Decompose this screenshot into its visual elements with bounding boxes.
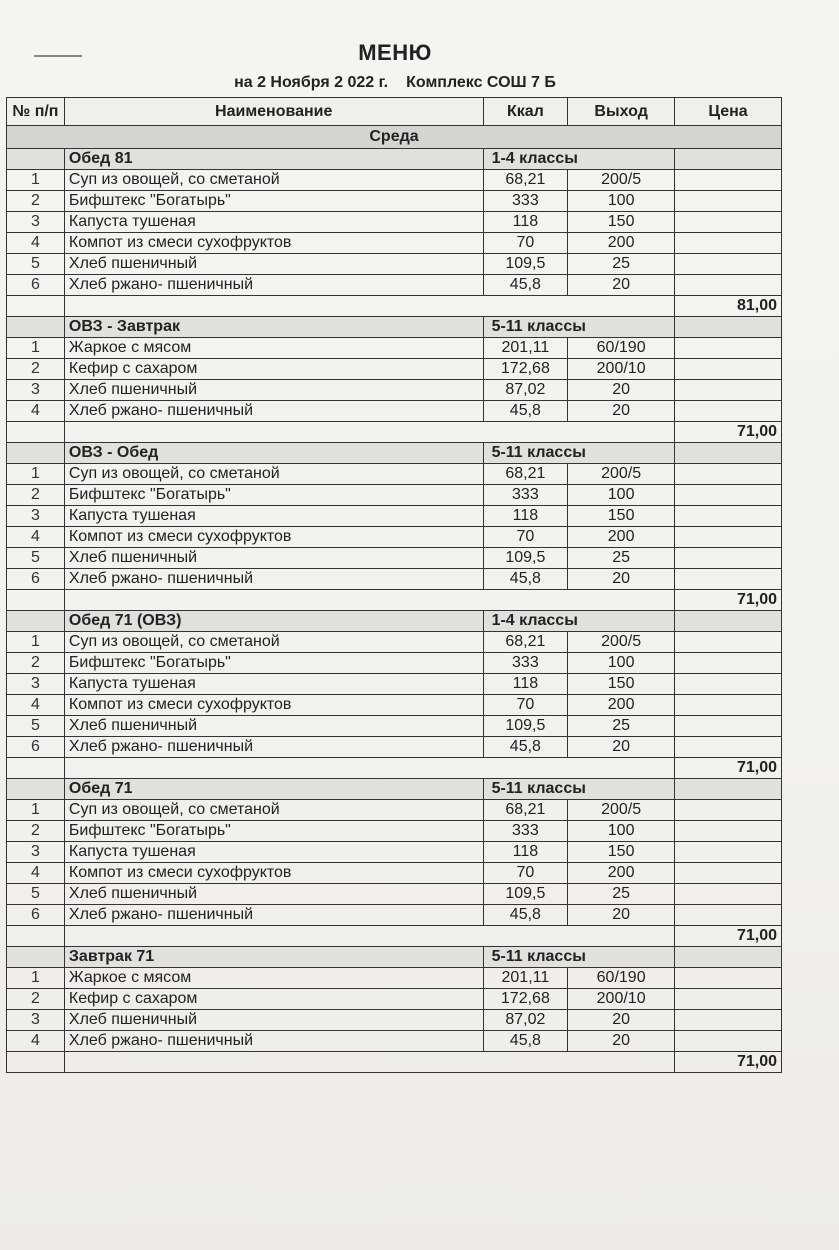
table-row [7,233,782,254]
table-row [7,1010,782,1031]
item-output: 200 [568,527,675,548]
item-price [675,1010,782,1031]
section-total: 81,00 [675,296,782,317]
item-name: Бифштекс "Богатырь" [64,191,483,212]
section-classes: 5-11 классы [483,947,675,968]
item-name: Компот из смеси сухофруктов [64,527,483,548]
item-num: 4 [7,401,65,422]
item-num: 3 [7,674,65,695]
table-row [7,653,782,674]
day-label: Среда [7,126,782,149]
item-num: 5 [7,884,65,905]
item-price [675,800,782,821]
section-num-cell [7,611,65,632]
item-output: 20 [568,401,675,422]
item-num: 4 [7,527,65,548]
section-num-cell [7,317,65,338]
section-total-row [7,1052,782,1073]
item-price [675,737,782,758]
section-total-row [7,296,782,317]
section-header-row [7,947,782,968]
item-kcal: 70 [483,527,568,548]
item-name: Хлеб ржано- пшеничный [64,905,483,926]
item-price [675,401,782,422]
header-kcal: Ккал [483,98,568,126]
table-row [7,527,782,548]
item-num: 3 [7,1010,65,1031]
item-price [675,548,782,569]
item-output: 25 [568,548,675,569]
item-kcal: 45,8 [483,1031,568,1052]
item-output: 200/10 [568,359,675,380]
item-name: Хлеб ржано- пшеничный [64,1031,483,1052]
item-price [675,1031,782,1052]
item-output: 20 [568,1010,675,1031]
table-row [7,464,782,485]
item-num: 3 [7,842,65,863]
item-output: 100 [568,821,675,842]
item-kcal: 333 [483,191,568,212]
item-name: Хлеб пшеничный [64,548,483,569]
item-output: 100 [568,653,675,674]
item-kcal: 333 [483,653,568,674]
item-kcal: 172,68 [483,359,568,380]
item-output: 200/5 [568,170,675,191]
section-total: 71,00 [675,1052,782,1073]
section-classes: 5-11 классы [483,443,675,464]
page-title: МЕНЮ [358,40,432,65]
item-num: 4 [7,1031,65,1052]
table-row [7,359,782,380]
item-output: 200/5 [568,800,675,821]
section-price-cell [675,443,782,464]
item-num: 1 [7,464,65,485]
item-kcal: 45,8 [483,275,568,296]
item-kcal: 45,8 [483,401,568,422]
table-row [7,968,782,989]
item-name: Суп из овощей, со сметаной [64,800,483,821]
section-total-row [7,590,782,611]
item-num: 3 [7,506,65,527]
item-name: Хлеб ржано- пшеничный [64,569,483,590]
item-output: 200/10 [568,989,675,1010]
item-price [675,191,782,212]
item-price [675,884,782,905]
section-total-row [7,926,782,947]
item-kcal: 333 [483,821,568,842]
section-classes: 5-11 классы [483,779,675,800]
item-price [675,905,782,926]
item-kcal: 109,5 [483,548,568,569]
item-output: 200 [568,695,675,716]
total-num-cell [7,422,65,443]
menu-table [6,97,782,1073]
item-num: 4 [7,233,65,254]
total-spacer-cell [64,296,674,317]
item-output: 200/5 [568,632,675,653]
day-row [7,126,782,149]
section-title: Обед 71 (ОВЗ) [64,611,483,632]
item-price [675,380,782,401]
item-num: 5 [7,716,65,737]
item-name: Бифштекс "Богатырь" [64,821,483,842]
section-total: 71,00 [675,926,782,947]
table-row [7,170,782,191]
section-classes: 5-11 классы [483,317,675,338]
item-num: 1 [7,170,65,191]
item-price [675,632,782,653]
item-kcal: 87,02 [483,380,568,401]
item-num: 1 [7,632,65,653]
item-kcal: 70 [483,695,568,716]
header-name: Наименование [64,98,483,126]
section-header-row [7,149,782,170]
table-row [7,275,782,296]
section-price-cell [675,149,782,170]
item-output: 25 [568,254,675,275]
item-name: Кефир с сахаром [64,359,483,380]
item-name: Капуста тушеная [64,506,483,527]
item-output: 150 [568,674,675,695]
table-row [7,674,782,695]
total-spacer-cell [64,422,674,443]
item-name: Компот из смеси сухофруктов [64,695,483,716]
table-row [7,485,782,506]
item-name: Хлеб пшеничный [64,716,483,737]
item-num: 1 [7,968,65,989]
item-num: 5 [7,548,65,569]
table-row [7,821,782,842]
section-num-cell [7,443,65,464]
total-num-cell [7,926,65,947]
item-name: Бифштекс "Богатырь" [64,485,483,506]
item-name: Жаркое с мясом [64,968,483,989]
item-kcal: 68,21 [483,632,568,653]
item-kcal: 118 [483,506,568,527]
item-num: 2 [7,191,65,212]
item-price [675,170,782,191]
item-name: Компот из смеси сухофруктов [64,863,483,884]
item-num: 2 [7,485,65,506]
item-output: 100 [568,191,675,212]
table-row [7,191,782,212]
item-price [675,863,782,884]
section-price-cell [675,779,782,800]
item-num: 3 [7,212,65,233]
item-price [675,842,782,863]
section-header-row [7,443,782,464]
item-price [675,989,782,1010]
item-name: Капуста тушеная [64,212,483,233]
section-price-cell [675,317,782,338]
item-output: 20 [568,905,675,926]
item-price [675,275,782,296]
section-title: Завтрак 71 [64,947,483,968]
item-output: 200/5 [568,464,675,485]
item-name: Жаркое с мясом [64,338,483,359]
item-output: 60/190 [568,338,675,359]
section-title: Обед 81 [64,149,483,170]
item-num: 6 [7,905,65,926]
item-output: 20 [568,1031,675,1052]
item-output: 20 [568,737,675,758]
item-name: Кефир с сахаром [64,989,483,1010]
page-subtitle [0,74,790,92]
item-price [675,359,782,380]
item-output: 200 [568,863,675,884]
item-price [675,506,782,527]
total-spacer-cell [64,758,674,779]
item-kcal: 70 [483,233,568,254]
item-price [675,653,782,674]
item-num: 4 [7,695,65,716]
header-price: Цена [675,98,782,126]
item-price [675,968,782,989]
total-spacer-cell [64,926,674,947]
section-num-cell [7,149,65,170]
item-name: Бифштекс "Богатырь" [64,653,483,674]
table-row [7,380,782,401]
section-classes: 1-4 классы [483,611,675,632]
item-kcal: 118 [483,212,568,233]
item-output: 150 [568,506,675,527]
item-kcal: 45,8 [483,569,568,590]
section-price-cell [675,947,782,968]
item-num: 2 [7,359,65,380]
total-spacer-cell [64,1052,674,1073]
table-row [7,905,782,926]
item-num: 2 [7,821,65,842]
item-output: 150 [568,842,675,863]
table-row [7,695,782,716]
table-row [7,716,782,737]
item-kcal: 109,5 [483,884,568,905]
item-output: 150 [568,212,675,233]
section-total-row [7,758,782,779]
item-kcal: 201,11 [483,968,568,989]
item-output: 200 [568,233,675,254]
table-row [7,863,782,884]
item-kcal: 118 [483,674,568,695]
item-name: Капуста тушеная [64,842,483,863]
item-num: 2 [7,989,65,1010]
item-kcal: 68,21 [483,170,568,191]
item-price [675,233,782,254]
section-num-cell [7,779,65,800]
table-row [7,842,782,863]
total-num-cell [7,1052,65,1073]
table-row [7,569,782,590]
item-name: Суп из овощей, со сметаной [64,632,483,653]
item-kcal: 45,8 [483,905,568,926]
item-price [675,338,782,359]
item-kcal: 109,5 [483,254,568,275]
table-row [7,548,782,569]
item-kcal: 118 [483,842,568,863]
table-header-row [7,98,782,126]
item-name: Хлеб пшеничный [64,380,483,401]
section-total-row [7,422,782,443]
total-num-cell [7,296,65,317]
table-row [7,506,782,527]
item-num: 6 [7,737,65,758]
item-kcal: 70 [483,863,568,884]
section-price-cell [675,611,782,632]
section-header-row [7,317,782,338]
section-title: ОВЗ - Завтрак [64,317,483,338]
item-name: Хлеб пшеничный [64,884,483,905]
menu-body [7,126,782,1073]
item-price [675,821,782,842]
item-name: Компот из смеси сухофруктов [64,233,483,254]
item-num: 3 [7,380,65,401]
item-price [675,464,782,485]
item-num: 2 [7,653,65,674]
item-name: Капуста тушеная [64,674,483,695]
table-row [7,884,782,905]
table-row [7,632,782,653]
item-name: Хлеб ржано- пшеничный [64,737,483,758]
item-price [675,485,782,506]
table-row [7,989,782,1010]
item-price [675,674,782,695]
item-num: 6 [7,275,65,296]
item-name: Хлеб пшеничный [64,1010,483,1031]
item-price [675,212,782,233]
section-num-cell [7,947,65,968]
item-price [675,569,782,590]
item-kcal: 68,21 [483,800,568,821]
section-title: Обед 71 [64,779,483,800]
header-num: № п/п [7,98,65,126]
section-classes: 1-4 классы [483,149,675,170]
section-total: 71,00 [675,758,782,779]
item-name: Хлеб пшеничный [64,254,483,275]
total-num-cell [7,758,65,779]
item-num: 6 [7,569,65,590]
table-row [7,800,782,821]
item-output: 100 [568,485,675,506]
item-kcal: 68,21 [483,464,568,485]
item-output: 25 [568,884,675,905]
item-kcal: 333 [483,485,568,506]
item-kcal: 87,02 [483,1010,568,1031]
item-price [675,527,782,548]
section-header-row [7,611,782,632]
item-kcal: 172,68 [483,989,568,1010]
item-num: 4 [7,863,65,884]
section-total: 71,00 [675,422,782,443]
item-num: 5 [7,254,65,275]
item-name: Хлеб ржано- пшеничный [64,275,483,296]
menu-date: на 2 Ноября 2 022 г. [234,74,389,91]
item-output: 60/190 [568,968,675,989]
table-row [7,737,782,758]
item-output: 20 [568,275,675,296]
item-price [675,695,782,716]
item-kcal: 109,5 [483,716,568,737]
item-output: 20 [568,380,675,401]
total-spacer-cell [64,590,674,611]
table-row [7,401,782,422]
section-header-row [7,779,782,800]
item-name: Суп из овощей, со сметаной [64,464,483,485]
item-kcal: 45,8 [483,737,568,758]
table-row [7,1031,782,1052]
item-name: Хлеб ржано- пшеничный [64,401,483,422]
header-output: Выход [568,98,675,126]
item-name: Суп из овощей, со сметаной [64,170,483,191]
table-row [7,338,782,359]
item-price [675,716,782,737]
item-price [675,254,782,275]
item-output: 20 [568,569,675,590]
section-title: ОВЗ - Обед [64,443,483,464]
table-row [7,212,782,233]
total-num-cell [7,590,65,611]
item-output: 25 [568,716,675,737]
table-row [7,254,782,275]
item-kcal: 201,11 [483,338,568,359]
item-num: 1 [7,338,65,359]
item-num: 1 [7,800,65,821]
menu-complex: Комплекс СОШ 7 Б [406,74,556,91]
section-total: 71,00 [675,590,782,611]
